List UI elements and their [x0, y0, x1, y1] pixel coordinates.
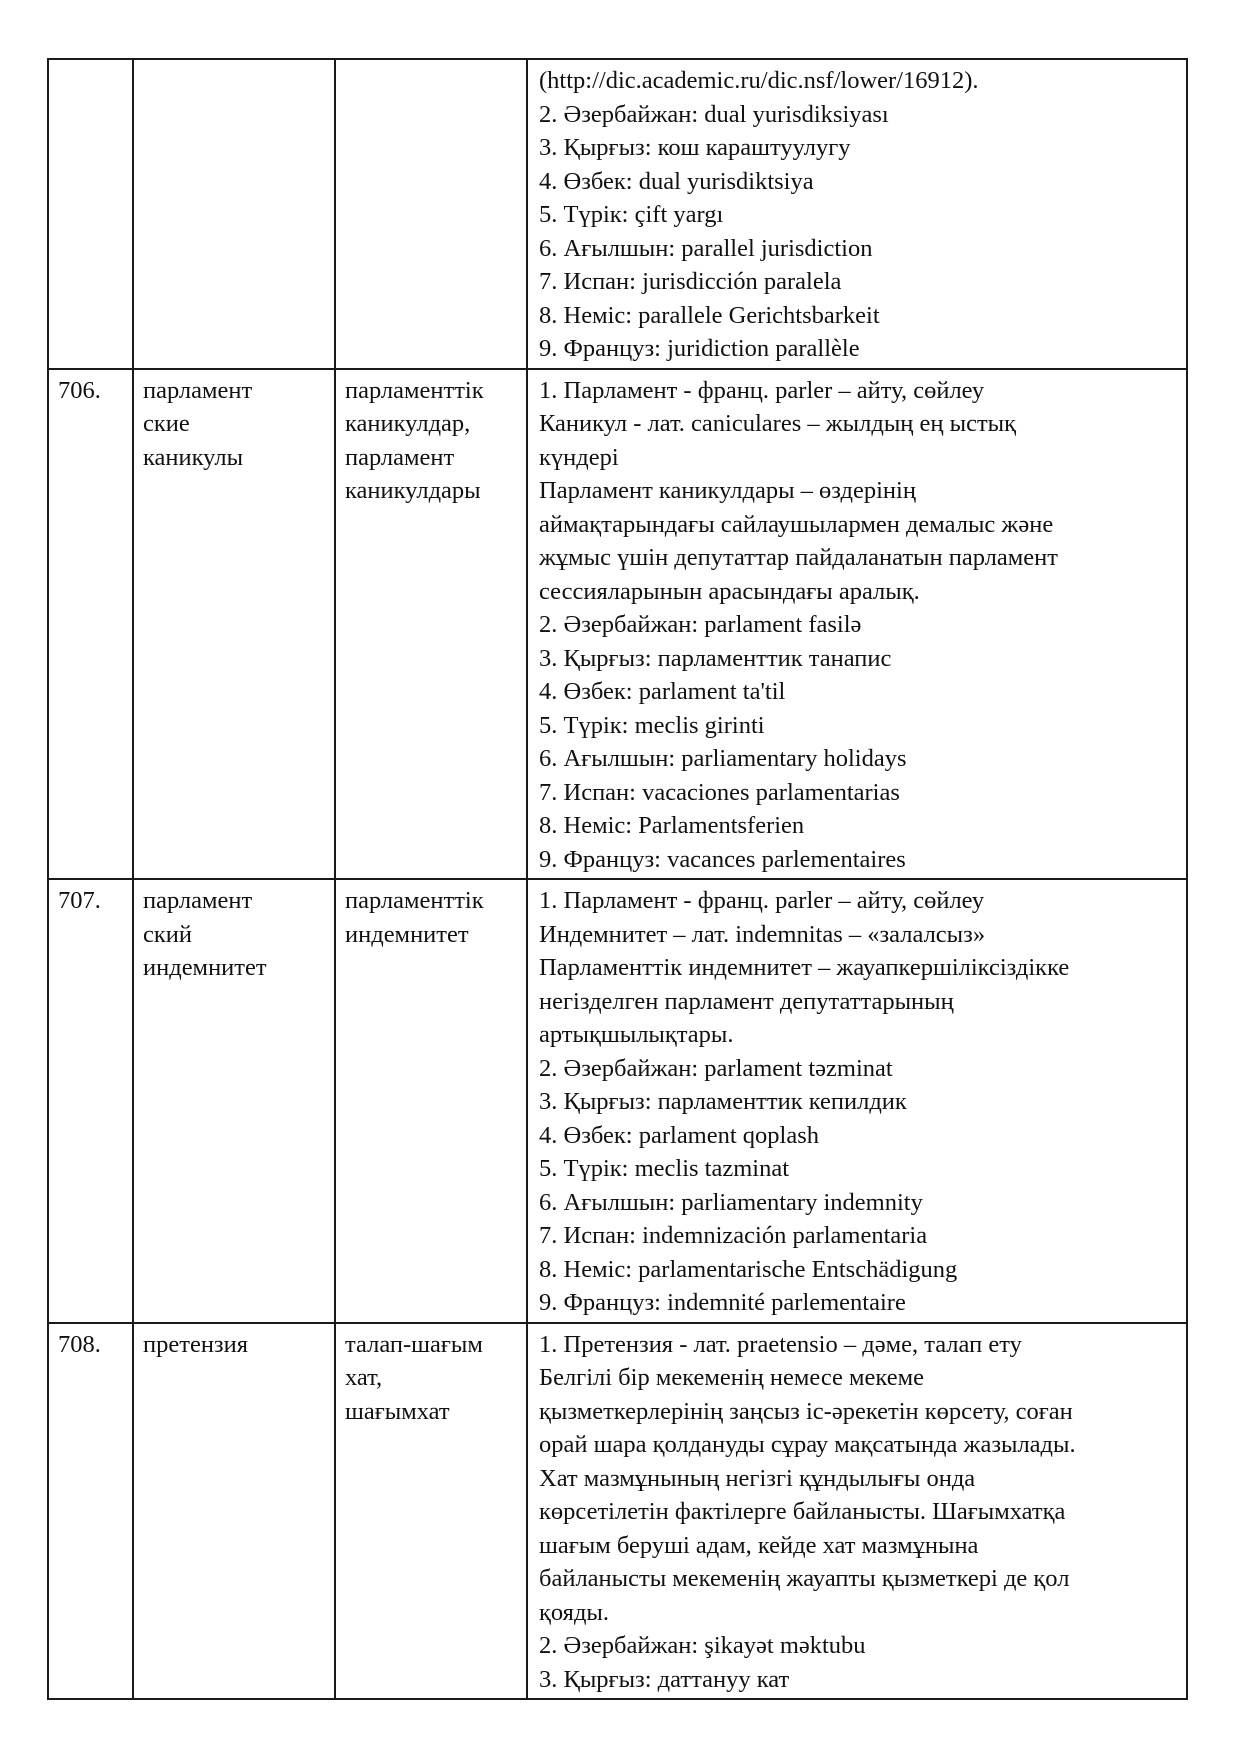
term-kk-line: хат, [345, 1364, 383, 1391]
definition-line: 1. Парламент - франц. parler – айту, сөйлеу [539, 376, 985, 404]
definition-line: 9. Француз: juridiction parallèle [539, 335, 860, 362]
definition-line: орай шара қолдануды сұрау мақсатында жазылады. [539, 1431, 1076, 1458]
definition-line: 8. Неміс: parlamentarische Entschädigung [539, 1255, 958, 1283]
definition-line: артықшылықтары. [539, 1021, 734, 1048]
definition-line: қояды. [539, 1598, 610, 1626]
definition-line: 1. Парламент - франц. parler – айту, сөйлеу [539, 887, 985, 914]
term-kk-line: каникулдар, [345, 410, 471, 437]
term-ru-cell [133, 369, 335, 880]
definition-line: Белгілі бір мекеменің немесе мекеме [539, 1364, 924, 1391]
term-kk-line: индемнитет [345, 920, 469, 948]
definition-line: 8. Неміс: parallele Gerichtsbarkeit [539, 301, 880, 329]
definition-line: 6. Ағылшын: parallel jurisdiction [539, 234, 873, 262]
entry-number-cell [48, 879, 133, 1323]
dictionary-table [47, 58, 1188, 1700]
term-kk-line: парламенттік [345, 887, 484, 914]
definition-line: 4. Өзбек: dual yurisdiktsiya [539, 167, 814, 195]
definition-line: 9. Француз: indemnité parlementaire [539, 1289, 906, 1316]
entry-number: 708. [58, 1330, 101, 1358]
term-kk-cell [335, 369, 527, 880]
entry-number-cell [48, 369, 133, 880]
term-ru-line: парламент [143, 887, 253, 914]
term-kk-line: талап-шағым [345, 1330, 483, 1358]
term-kk-line: шағымхат [345, 1397, 450, 1425]
term-ru-cell [133, 1323, 335, 1700]
definition-line: сессияларынын арасындағы аралық. [539, 577, 920, 605]
definition-line: 5. Түрік: meclis girinti [539, 711, 765, 739]
definition-line: 4. Өзбек: parlament qoplash [539, 1121, 820, 1149]
definition-line: 3. Қырғыз: парламенттик танапис [539, 644, 892, 672]
table-row [48, 59, 1187, 369]
entry-number-cell [48, 1323, 133, 1700]
definition-line: Парламент каникулдары – өздерінің [539, 477, 916, 504]
definition-line: 5. Түрік: çift yargı [539, 201, 724, 228]
definition-cell [527, 369, 1187, 880]
definition-line: 3. Қырғыз: даттануу кат [539, 1665, 790, 1693]
definition-line: Парламенттік индемнитет – жауапкершіліксіздікке [539, 954, 1070, 981]
definition-line: (http://dic.academic.ru/dic.nsf/lower/16912). [539, 67, 979, 94]
definition-line: 9. Француз: vacances parlementaires [539, 845, 906, 873]
definition-line: 6. Ағылшын: parliamentary indemnity [539, 1188, 923, 1216]
definition-line: 5. Түрік: meclis tazminat [539, 1155, 790, 1182]
table-row [48, 879, 1187, 1323]
term-kk-cell [335, 879, 527, 1323]
term-kk-line: парламенттік [345, 376, 484, 404]
definition-line: 3. Қырғыз: парламенттик кепилдик [539, 1088, 907, 1115]
dictionary-table-body [48, 59, 1187, 1699]
term-ru-line: индемнитет [143, 954, 267, 981]
entry-number: 706. [58, 376, 101, 404]
term-ru-cell [133, 879, 335, 1323]
definition-line: Индемнитет – лат. indemnitas – «залалсыз» [539, 920, 986, 948]
term-ru-line: ские [143, 410, 190, 437]
term-kk-cell [335, 1323, 527, 1700]
definition-line: Каникул - лат. caniculares – жылдың ең ыстық [539, 410, 1017, 437]
definition-line: байланысты мекеменің жауапты қызметкері де қол [539, 1565, 1070, 1592]
entry-number-cell [48, 59, 133, 369]
definition-line: 1. Претензия - лат. praetensio – дәме, талап ету [539, 1330, 1022, 1358]
definition-cell [527, 1323, 1187, 1700]
definition-line: көрсетілетін фактілерге байланысты. Шағымхатқа [539, 1498, 1066, 1525]
definition-line: күндері [539, 443, 619, 471]
definition-line: жұмыс үшін депутаттар пайдаланатын парламент [539, 544, 1058, 571]
term-kk-line: каникулдары [345, 477, 481, 504]
definition-cell [527, 879, 1187, 1323]
definition-line: 3. Қырғыз: кош караштуулугу [539, 134, 851, 161]
definition-line: 7. Испан: vacaciones parlamentarias [539, 778, 900, 806]
term-ru-line: ский [143, 920, 192, 948]
term-ru-line: претензия [143, 1330, 248, 1358]
table-row [48, 1323, 1187, 1700]
term-kk-cell [335, 59, 527, 369]
definition-line: 8. Неміс: Parlamentsferien [539, 812, 805, 839]
definition-line: 2. Әзербайжан: şikayət məktubu [539, 1632, 866, 1659]
term-ru-line: каникулы [143, 443, 244, 471]
definition-line: 2. Әзербайжан: parlament fasilə [539, 611, 862, 638]
definition-line: 2. Әзербайжан: parlament təzminat [539, 1054, 893, 1082]
definition-line: 4. Өзбек: parlament ta'til [539, 678, 786, 705]
definition-line: негізделген парламент депутаттарының [539, 987, 954, 1015]
entry-number: 707. [58, 887, 101, 914]
term-ru-cell [133, 59, 335, 369]
definition-line: 6. Ағылшын: parliamentary holidays [539, 745, 907, 772]
definition-line: аймақтарындағы сайлаушылармен демалыс және [539, 510, 1054, 538]
definition-line: қызметкерлерінің заңсыз іс-әрекетін көрсету, соған [539, 1397, 1073, 1425]
definition-cell [527, 59, 1187, 369]
definition-line: шағым беруші адам, кейде хат мазмұнына [539, 1531, 979, 1559]
definition-line: Хат мазмұнының негізгі құндылығы онда [539, 1464, 976, 1492]
definition-line: 7. Испан: indemnización parlamentaria [539, 1222, 928, 1249]
definition-line: 2. Әзербайжан: dual yurisdiksiyası [539, 100, 889, 128]
term-kk-line: парламент [345, 443, 455, 471]
term-ru-line: парламент [143, 376, 253, 404]
definition-line: 7. Испан: jurisdicción paralela [539, 268, 842, 295]
table-row [48, 369, 1187, 880]
